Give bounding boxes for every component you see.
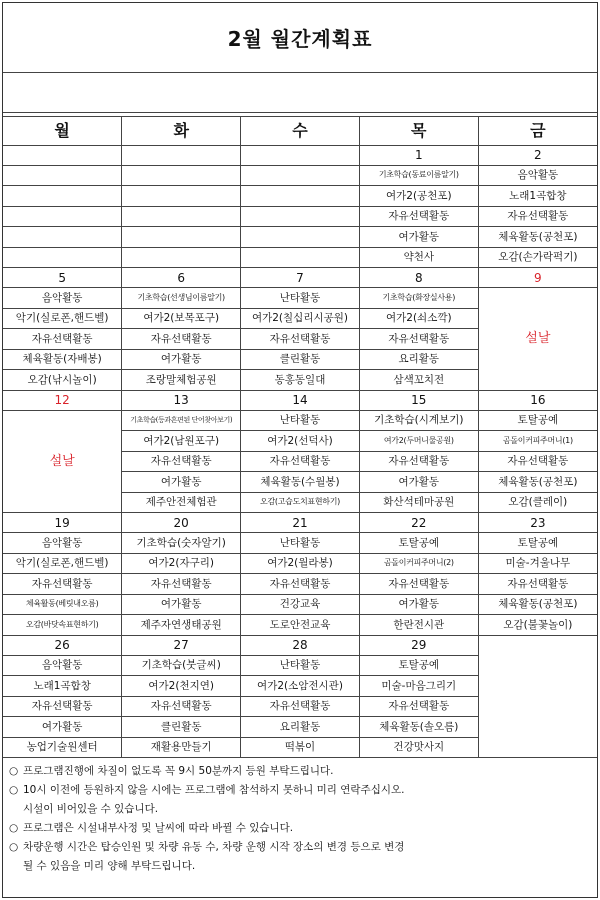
date-cell: 26	[3, 635, 122, 655]
activity-cell: 도로안전교육	[241, 615, 360, 636]
activity-cell: 난타활동	[241, 288, 360, 309]
date-row-week-2	[3, 268, 597, 288]
activity-cell: 클린활동	[241, 349, 360, 370]
activity-cell: 체육활동(공천포)	[478, 472, 597, 493]
activity-cell: 자유선택활동	[359, 451, 478, 472]
activity-cell: 음악활동	[478, 165, 597, 186]
date-cell: 1	[359, 145, 478, 165]
activity-cell: 건강맛사지	[359, 737, 478, 758]
notice-section	[3, 758, 597, 876]
activity-cell: 체육활동(베릿내오름)	[3, 594, 122, 615]
activity-cell: 자유선택활동	[122, 574, 241, 595]
activity-cell: 클린활동	[122, 717, 241, 738]
activity-cell: 토탈공예	[359, 533, 478, 554]
date-cell	[122, 145, 241, 165]
activity-cell: 체육활동(공천포)	[478, 227, 597, 248]
notice-text: 차량운행 시간은 탑승인원 및 차량 유동 수, 차량 운행 시작 장소의 변경 등으로 변경	[23, 841, 405, 853]
activity-cell: 토탈공예	[478, 533, 597, 554]
activity-cell: 자유선택활동	[359, 696, 478, 717]
activity-cell: 제주안전체험관	[122, 492, 241, 513]
date-cell: 6	[122, 268, 241, 288]
activity-cell: 여가활동	[3, 717, 122, 738]
activity-cell: 체육활동(공천포)	[478, 594, 597, 615]
empty-cell	[122, 227, 241, 248]
activity-cell: 자유선택활동	[241, 696, 360, 717]
weekday-header-row	[3, 117, 597, 145]
activity-cell: 체육활동(수월봉)	[241, 472, 360, 493]
circle-bullet-icon: ○	[9, 765, 19, 777]
activity-cell: 기초학습(숫자알기)	[122, 533, 241, 554]
holiday-date-cell: 12	[3, 390, 122, 410]
activity-cell: 여가활동	[122, 349, 241, 370]
activity-cell: 난타활동	[241, 655, 360, 676]
activity-cell: 건강교육	[241, 594, 360, 615]
activity-cell: 미술-겨울나무	[478, 553, 597, 574]
weekday-wed: 수	[241, 117, 360, 145]
activity-cell: 곰돌이커피주머니(1)	[478, 431, 597, 452]
empty-cell	[122, 165, 241, 186]
activity-cell: 자유선택활동	[359, 574, 478, 595]
empty-cell	[241, 186, 360, 207]
activity-cell: 재활용만들기	[122, 737, 241, 758]
notice-item	[9, 838, 591, 857]
activity-cell: 기초학습(등과흔편된 단어찾아보기)	[122, 410, 241, 431]
date-row-week-4	[3, 513, 597, 533]
holiday-cell: 설날	[3, 410, 122, 513]
activity-cell: 자유선택활동	[478, 574, 597, 595]
activity-cell: 체육활동(솔오름)	[359, 717, 478, 738]
empty-cell	[3, 165, 122, 186]
notice-item	[9, 819, 591, 838]
date-row-week-5	[3, 635, 597, 655]
activity-cell: 오감(클레이)	[478, 492, 597, 513]
activity-row	[3, 186, 597, 207]
activity-cell: 토탈공예	[359, 655, 478, 676]
date-cell: 7	[241, 268, 360, 288]
date-cell: 29	[359, 635, 478, 655]
activity-cell: 자유선택활동	[241, 329, 360, 350]
activity-cell: 요리활동	[241, 717, 360, 738]
activity-cell: 여가2(쇠소깍)	[359, 308, 478, 329]
activity-cell: 음악활동	[3, 288, 122, 309]
activity-cell: 오감(고습도치표현하기)	[241, 492, 360, 513]
activity-row	[3, 574, 597, 595]
activity-cell: 기초학습(화장실사용)	[359, 288, 478, 309]
date-cell: 16	[478, 390, 597, 410]
activity-cell: 오감(낚시놀이)	[3, 370, 122, 391]
activity-row	[3, 227, 597, 248]
activity-cell: 화산석테마공원	[359, 492, 478, 513]
activity-cell: 체육활동(자배봉)	[3, 349, 122, 370]
empty-cell	[3, 247, 122, 268]
date-cell: 23	[478, 513, 597, 533]
empty-cell	[122, 186, 241, 207]
activity-cell: 노래1곡합창	[3, 676, 122, 697]
empty-cell	[3, 206, 122, 227]
activity-cell: 요리활동	[359, 349, 478, 370]
notice-text: 프로그램진행에 차질이 없도록 꼭 9시 50분까지 등원 부탁드립니다.	[23, 765, 334, 777]
activity-cell: 여가2(칠십리시공원)	[241, 308, 360, 329]
notice-item	[9, 762, 591, 781]
activity-cell: 기초학습(시계보기)	[359, 410, 478, 431]
date-cell: 2	[478, 145, 597, 165]
activity-cell: 자유선택활동	[3, 574, 122, 595]
activity-cell: 한란전시관	[359, 615, 478, 636]
activity-cell: 동홍동일대	[241, 370, 360, 391]
holiday-date-cell: 9	[478, 268, 597, 288]
activity-cell: 자유선택활동	[3, 329, 122, 350]
activity-cell: 삼색꼬치전	[359, 370, 478, 391]
activity-cell: 여가2(두머니물공원)	[359, 431, 478, 452]
date-cell: 19	[3, 513, 122, 533]
date-cell: 21	[241, 513, 360, 533]
holiday-cell: 설날	[478, 288, 597, 391]
activity-cell: 자유선택활동	[241, 574, 360, 595]
activity-cell: 기초학습(선생님이름알기)	[122, 288, 241, 309]
date-cell: 5	[3, 268, 122, 288]
circle-bullet-icon: ○	[9, 841, 19, 853]
activity-cell: 여가활동	[122, 594, 241, 615]
notice-text: 10시 이전에 등원하지 않을 시에는 프로그램에 참석하지 못하니 미리 연락주십시오.	[23, 784, 405, 796]
activity-cell: 자유선택활동	[3, 696, 122, 717]
activity-cell: 여가활동	[359, 472, 478, 493]
activity-cell: 자유선택활동	[478, 206, 597, 227]
notice-text: 프로그램은 시설내부사정 및 날씨에 따라 바뀔 수 있습니다.	[23, 822, 294, 834]
empty-cell	[478, 635, 597, 758]
date-cell: 20	[122, 513, 241, 533]
date-row-week-3	[3, 390, 597, 410]
activity-cell: 악기(실로폰,핸드벨)	[3, 553, 122, 574]
empty-cell	[241, 247, 360, 268]
activity-cell: 곰돌이커피주머니(2)	[359, 553, 478, 574]
empty-cell	[241, 227, 360, 248]
date-cell: 15	[359, 390, 478, 410]
date-cell	[3, 145, 122, 165]
activity-cell: 농업기술원센터	[3, 737, 122, 758]
date-row-week-1	[3, 145, 597, 165]
activity-cell: 노래1곡합창	[478, 186, 597, 207]
activity-cell: 자유선택활동	[359, 206, 478, 227]
empty-cell	[3, 227, 122, 248]
circle-bullet-icon: ○	[9, 822, 19, 834]
empty-cell	[122, 247, 241, 268]
date-cell: 8	[359, 268, 478, 288]
activity-row	[3, 615, 597, 636]
activity-cell: 여가2(자구리)	[122, 553, 241, 574]
calendar-table	[3, 117, 597, 758]
activity-cell: 자유선택활동	[122, 696, 241, 717]
activity-cell: 여가2(남원포구)	[122, 431, 241, 452]
activity-cell: 미술-마음그리기	[359, 676, 478, 697]
empty-cell	[241, 165, 360, 186]
activity-cell: 여가2(선덕사)	[241, 431, 360, 452]
activity-cell: 자유선택활동	[122, 329, 241, 350]
activity-cell: 음악활동	[3, 655, 122, 676]
activity-cell: 여가활동	[122, 472, 241, 493]
activity-row	[3, 288, 597, 309]
activity-cell: 기초학습(붓글씨)	[122, 655, 241, 676]
notice-text: 될 수 있음을 미리 양해 부탁드립니다.	[23, 860, 196, 872]
notice-continuation	[9, 800, 591, 819]
activity-cell: 조랑말체험공원	[122, 370, 241, 391]
activity-cell: 여가2(보목포구)	[122, 308, 241, 329]
monthly-plan-sheet	[2, 2, 598, 898]
activity-cell: 오감(바닷속표현하기)	[3, 615, 122, 636]
date-cell	[241, 145, 360, 165]
activity-cell: 여가2(소암전시관)	[241, 676, 360, 697]
empty-cell	[241, 206, 360, 227]
date-cell: 13	[122, 390, 241, 410]
activity-cell: 떡볶이	[241, 737, 360, 758]
activity-cell: 오감(불꽃놀이)	[478, 615, 597, 636]
activity-row	[3, 553, 597, 574]
date-cell: 22	[359, 513, 478, 533]
activity-row	[3, 165, 597, 186]
activity-cell: 약천사	[359, 247, 478, 268]
activity-row	[3, 410, 597, 431]
activity-cell: 제주자연생태공원	[122, 615, 241, 636]
activity-row	[3, 594, 597, 615]
activity-cell: 자유선택활동	[241, 451, 360, 472]
activity-cell: 자유선택활동	[478, 451, 597, 472]
empty-cell	[3, 186, 122, 207]
activity-cell: 여가활동	[359, 594, 478, 615]
weekday-tue: 화	[122, 117, 241, 145]
activity-cell: 오감(손가락퍽기)	[478, 247, 597, 268]
weekday-thu: 목	[359, 117, 478, 145]
circle-bullet-icon: ○	[9, 784, 19, 796]
empty-cell	[122, 206, 241, 227]
activity-row	[3, 247, 597, 268]
activity-cell: 여가2(천지연)	[122, 676, 241, 697]
page-title: 2월 월간계획표	[3, 3, 597, 73]
activity-cell: 악기(실로폰,핸드벨)	[3, 308, 122, 329]
activity-cell: 음악활동	[3, 533, 122, 554]
notice-item	[9, 781, 591, 800]
activity-row	[3, 206, 597, 227]
notice-continuation	[9, 857, 591, 876]
activity-cell: 토탈공예	[478, 410, 597, 431]
date-cell: 28	[241, 635, 360, 655]
activity-cell: 자유선택활동	[122, 451, 241, 472]
activity-cell: 자유선택활동	[359, 329, 478, 350]
activity-cell: 기초학습(동료이름알기)	[359, 165, 478, 186]
activity-cell: 여가2(공천포)	[359, 186, 478, 207]
weekday-mon: 월	[3, 117, 122, 145]
notice-text: 시설이 비어있을 수 있습니다.	[23, 803, 159, 815]
activity-cell: 난타활동	[241, 410, 360, 431]
activity-cell: 여가활동	[359, 227, 478, 248]
date-cell: 27	[122, 635, 241, 655]
activity-cell: 여가2(월라봉)	[241, 553, 360, 574]
date-cell: 14	[241, 390, 360, 410]
activity-cell: 난타활동	[241, 533, 360, 554]
weekday-fri: 금	[478, 117, 597, 145]
blank-row	[3, 73, 597, 113]
activity-row	[3, 533, 597, 554]
